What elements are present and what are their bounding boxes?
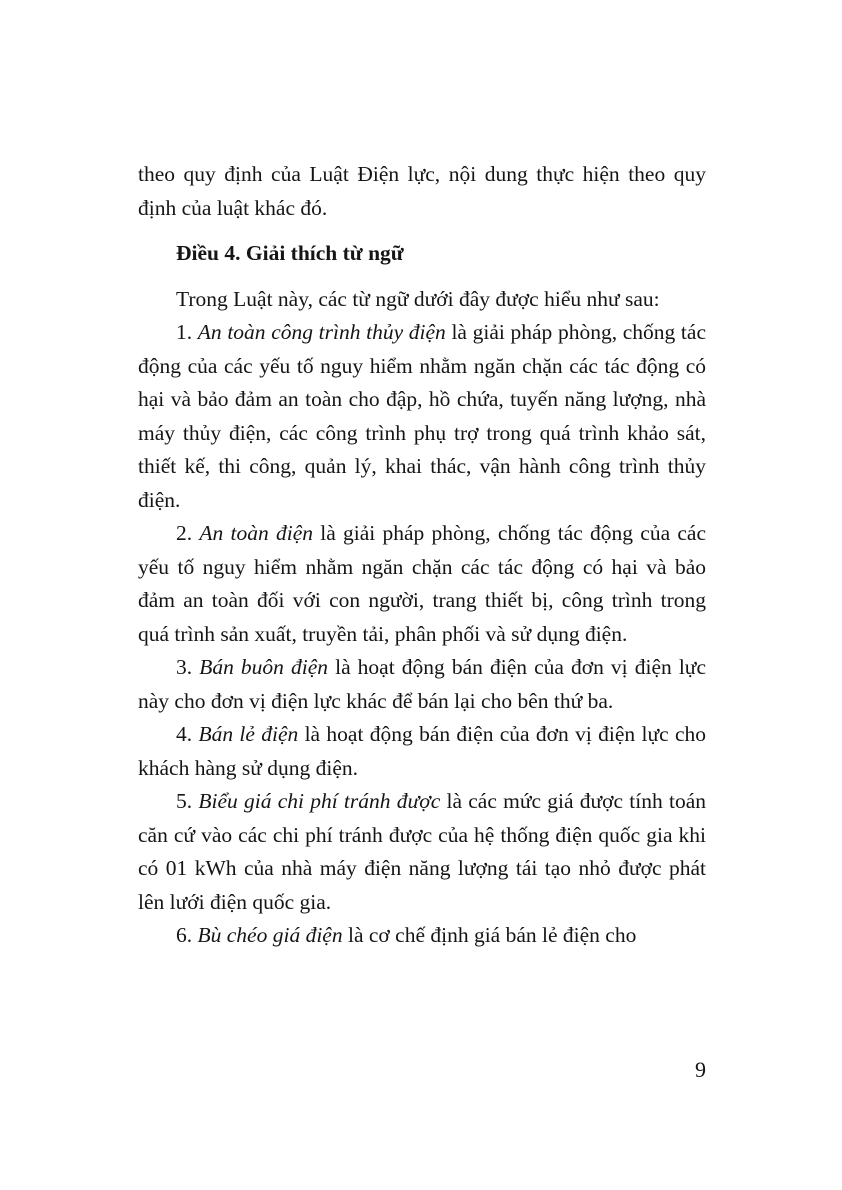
- item-number: 1.: [176, 320, 198, 344]
- item-text: là hoạt động bán điện của đơn vị điện lực này cho đơn vị điện lực khác để bán lại cho bên thứ ba.: [138, 655, 706, 713]
- paragraph-continuation: theo quy định của Luật Điện lực, nội dung thực hiện theo quy định của luật khác đó.: [138, 162, 706, 220]
- definition-item-4: [138, 718, 706, 785]
- defined-term: An toàn điện: [199, 521, 313, 545]
- definition-item-3: [138, 651, 706, 718]
- item-number: 5.: [176, 789, 199, 813]
- defined-term: Biểu giá chi phí tránh được: [198, 789, 441, 813]
- paragraph-lead: Trong Luật này, các từ ngữ dưới đây được hiểu như sau:: [176, 286, 660, 311]
- item-text: là hoạt động bán điện của đơn vị điện lực cho khách hàng sử dụng điện.: [138, 722, 707, 780]
- defined-term: Bán lẻ điện: [198, 722, 299, 746]
- definition-item-2: [138, 517, 706, 651]
- defined-term: Bán buôn điện: [199, 655, 329, 679]
- item-text: là giải pháp phòng, chống tác động của các yếu tố nguy hiểm nhằm ngăn chặn các tác động có hại và bảo đảm an toàn cho đập, hồ chứa, tuyến năng lượng, nhà máy thủy điện, các công trình phụ trợ trong quá trình khảo sát, thiết kế, thi công, quản lý, khai thác, vận hành công trình thủy điện.: [138, 320, 706, 512]
- item-number: 6.: [176, 923, 198, 947]
- item-number: 2.: [176, 521, 200, 545]
- item-text: là giải pháp phòng, chống tác động của các yếu tố nguy hiểm nhằm ngăn chặn các tác động có hại và bảo đảm an toàn đối với con người, trang thiết bị, công trình trong quá trình sản xuất, truyền tải, phân phối và sử dụng điện.: [138, 521, 706, 646]
- item-number: 4.: [176, 722, 199, 746]
- item-number: 3.: [176, 655, 200, 679]
- definition-item-5: [138, 785, 706, 919]
- page-number: 9: [695, 1057, 706, 1082]
- definition-item-6: [138, 919, 706, 953]
- defined-term: An toàn công trình thủy điện: [197, 320, 446, 344]
- item-text: là cơ chế định giá bán lẻ điện cho: [342, 923, 637, 947]
- defined-term: Bù chéo giá điện: [197, 923, 343, 947]
- section-heading: Điều 4. Giải thích từ ngữ: [176, 241, 404, 265]
- item-text: là các mức giá được tính toán căn cứ vào các chi phí tránh được của hệ thống điện quốc gia khi có 01 kWh của nhà máy điện năng lượng tái tạo nhỏ được phát lên lưới điện quốc gia.: [138, 789, 707, 914]
- definition-item-1: [138, 316, 706, 517]
